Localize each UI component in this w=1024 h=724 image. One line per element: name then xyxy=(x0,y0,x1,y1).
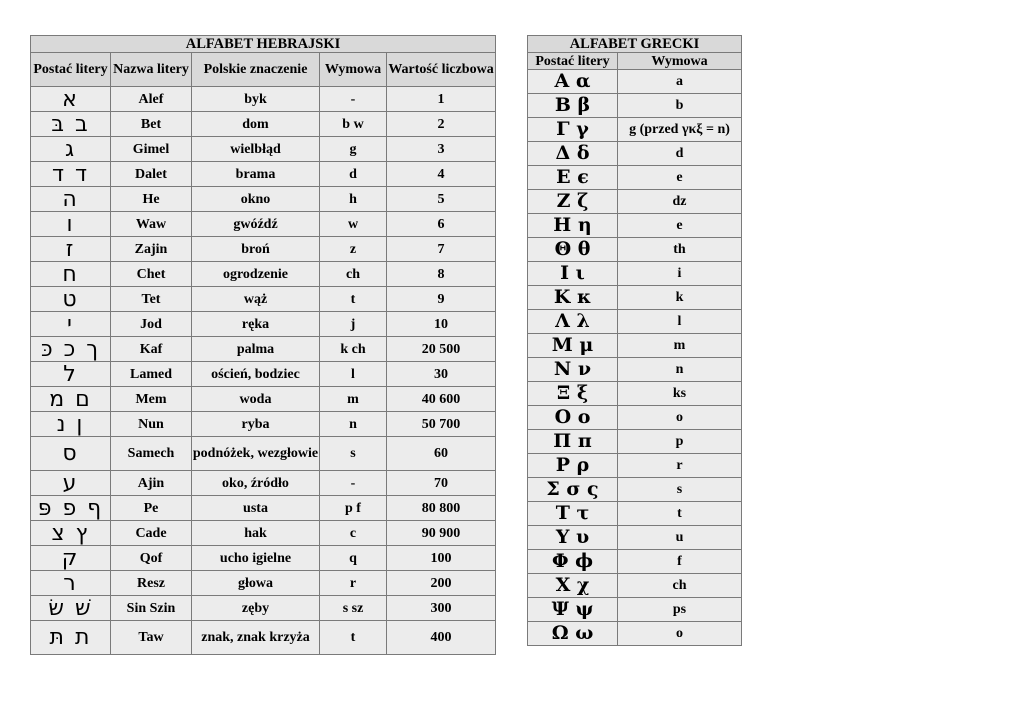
polish-meaning: broń xyxy=(192,237,320,262)
letter-name: Cade xyxy=(111,521,192,546)
hebrew-letter-glyph: ב בּ xyxy=(31,112,111,137)
polish-meaning: ryba xyxy=(192,412,320,437)
letter-name: Zajin xyxy=(111,237,192,262)
numeric-value: 10 xyxy=(387,312,496,337)
pronunciation: g (przed γκξ = n) xyxy=(618,118,742,142)
numeric-value: 50 700 xyxy=(387,412,496,437)
letter-name: Sin Szin xyxy=(111,596,192,621)
numeric-value: 5 xyxy=(387,187,496,212)
pronunciation: n xyxy=(618,358,742,382)
pronunciation: t xyxy=(320,287,387,312)
greek-letter-glyph: Α α xyxy=(528,70,618,94)
letter-name: Gimel xyxy=(111,137,192,162)
pronunciation: ps xyxy=(618,598,742,622)
pronunciation: d xyxy=(618,142,742,166)
table-row xyxy=(31,137,496,162)
table-row xyxy=(31,437,496,471)
table-row xyxy=(528,214,742,238)
table-row xyxy=(31,337,496,362)
table-row xyxy=(31,496,496,521)
polish-meaning: oścień, bodziec xyxy=(192,362,320,387)
table-row xyxy=(528,286,742,310)
pronunciation: o xyxy=(618,622,742,646)
column-header-letter-name: Nazwa litery xyxy=(111,53,192,87)
table-row xyxy=(528,406,742,430)
numeric-value: 100 xyxy=(387,546,496,571)
greek-letter-glyph: Σ σ ς xyxy=(528,478,618,502)
hebrew-letter-glyph: ת תּ xyxy=(31,621,111,655)
greek-letter-glyph: Φ ϕ xyxy=(528,550,618,574)
hebrew-alphabet-table xyxy=(30,35,496,655)
pronunciation: o xyxy=(618,406,742,430)
letter-name: Waw xyxy=(111,212,192,237)
letter-name: Kaf xyxy=(111,337,192,362)
pronunciation: s xyxy=(618,478,742,502)
hebrew-letter-glyph: י xyxy=(31,312,111,337)
hebrew-letter-glyph: שׁ שׂ xyxy=(31,596,111,621)
pronunciation: w xyxy=(320,212,387,237)
numeric-value: 300 xyxy=(387,596,496,621)
polish-meaning: znak, znak krzyża xyxy=(192,621,320,655)
table-row xyxy=(528,550,742,574)
polish-meaning: usta xyxy=(192,496,320,521)
table-row xyxy=(31,387,496,412)
letter-name: Qof xyxy=(111,546,192,571)
table-row xyxy=(528,598,742,622)
polish-meaning: gwóźdź xyxy=(192,212,320,237)
table-row xyxy=(31,162,496,187)
numeric-value: 6 xyxy=(387,212,496,237)
pronunciation: - xyxy=(320,471,387,496)
hebrew-letter-glyph: ף פ פּ xyxy=(31,496,111,521)
polish-meaning: ucho igielne xyxy=(192,546,320,571)
table-row xyxy=(528,70,742,94)
greek-letter-glyph: Δ δ xyxy=(528,142,618,166)
greek-letter-glyph: Τ τ xyxy=(528,502,618,526)
pronunciation: p f xyxy=(320,496,387,521)
table-row xyxy=(528,94,742,118)
hebrew-letter-glyph: ם מ xyxy=(31,387,111,412)
polish-meaning: podnóżek, wezgłowie xyxy=(192,437,320,471)
greek-letter-glyph: Ε ϵ xyxy=(528,166,618,190)
pronunciation: r xyxy=(320,571,387,596)
table-row xyxy=(31,212,496,237)
letter-name: Alef xyxy=(111,87,192,112)
table-row xyxy=(528,238,742,262)
table-row xyxy=(528,526,742,550)
pronunciation: ch xyxy=(320,262,387,287)
polish-meaning: palma xyxy=(192,337,320,362)
pronunciation: l xyxy=(618,310,742,334)
table-row xyxy=(31,87,496,112)
letter-name: Dalet xyxy=(111,162,192,187)
greek-letter-glyph: Γ γ xyxy=(528,118,618,142)
table-row xyxy=(528,574,742,598)
polish-meaning: okno xyxy=(192,187,320,212)
letter-name: He xyxy=(111,187,192,212)
pronunciation: h xyxy=(320,187,387,212)
polish-meaning: głowa xyxy=(192,571,320,596)
greek-letter-glyph: Ω ω xyxy=(528,622,618,646)
pronunciation: l xyxy=(320,362,387,387)
pronunciation: n xyxy=(320,412,387,437)
numeric-value: 7 xyxy=(387,237,496,262)
pronunciation: th xyxy=(618,238,742,262)
table-row xyxy=(528,622,742,646)
pronunciation: q xyxy=(320,546,387,571)
pronunciation: ch xyxy=(618,574,742,598)
pronunciation: u xyxy=(618,526,742,550)
table-row xyxy=(528,430,742,454)
table-row xyxy=(31,312,496,337)
polish-meaning: wielbłąd xyxy=(192,137,320,162)
table-row xyxy=(528,142,742,166)
column-header-letter-form: Postać litery xyxy=(528,53,618,70)
numeric-value: 400 xyxy=(387,621,496,655)
pronunciation: r xyxy=(618,454,742,478)
column-header-numeric-value: Wartość liczbowa xyxy=(387,53,496,87)
greek-letter-glyph: Η η xyxy=(528,214,618,238)
numeric-value: 30 xyxy=(387,362,496,387)
letter-name: Lamed xyxy=(111,362,192,387)
greek-letter-glyph: Ψ ψ xyxy=(528,598,618,622)
pronunciation: k xyxy=(618,286,742,310)
greek-alphabet-table xyxy=(527,35,742,646)
pronunciation: f xyxy=(618,550,742,574)
hebrew-letter-glyph: ה xyxy=(31,187,111,212)
greek-letter-glyph: Ζ ζ xyxy=(528,190,618,214)
pronunciation: z xyxy=(320,237,387,262)
table-row xyxy=(31,287,496,312)
hebrew-letter-glyph: ד ד xyxy=(31,162,111,187)
table-row xyxy=(528,166,742,190)
letter-name: Resz xyxy=(111,571,192,596)
polish-meaning: zęby xyxy=(192,596,320,621)
numeric-value: 4 xyxy=(387,162,496,187)
greek-letter-glyph: Υ υ xyxy=(528,526,618,550)
pronunciation: m xyxy=(618,334,742,358)
table-row xyxy=(528,358,742,382)
polish-meaning: dom xyxy=(192,112,320,137)
table-row xyxy=(528,382,742,406)
table-row xyxy=(31,237,496,262)
numeric-value: 1 xyxy=(387,87,496,112)
table-row xyxy=(528,262,742,286)
column-header-polish-meaning: Polskie znaczenie xyxy=(192,53,320,87)
pronunciation: j xyxy=(320,312,387,337)
letter-name: Mem xyxy=(111,387,192,412)
greek-letter-glyph: Λ λ xyxy=(528,310,618,334)
table-row xyxy=(31,546,496,571)
polish-meaning: woda xyxy=(192,387,320,412)
numeric-value: 200 xyxy=(387,571,496,596)
pronunciation: g xyxy=(320,137,387,162)
pronunciation: - xyxy=(320,87,387,112)
pronunciation: i xyxy=(618,262,742,286)
letter-name: Jod xyxy=(111,312,192,337)
numeric-value: 90 900 xyxy=(387,521,496,546)
table-row xyxy=(31,362,496,387)
table-row xyxy=(31,187,496,212)
hebrew-table-title: ALFABET HEBRAJSKI xyxy=(31,36,496,53)
greek-letter-glyph: Ο ο xyxy=(528,406,618,430)
hebrew-letter-glyph: ק xyxy=(31,546,111,571)
table-row xyxy=(31,471,496,496)
greek-letter-glyph: Π π xyxy=(528,430,618,454)
pronunciation: e xyxy=(618,214,742,238)
pronunciation: b w xyxy=(320,112,387,137)
numeric-value: 80 800 xyxy=(387,496,496,521)
table-row xyxy=(31,596,496,621)
pronunciation: d xyxy=(320,162,387,187)
table-row xyxy=(528,454,742,478)
greek-letter-glyph: Ν ν xyxy=(528,358,618,382)
table-row xyxy=(31,412,496,437)
numeric-value: 20 500 xyxy=(387,337,496,362)
table-row xyxy=(31,112,496,137)
hebrew-letter-glyph: ל xyxy=(31,362,111,387)
pronunciation: p xyxy=(618,430,742,454)
column-header-pronunciation: Wymowa xyxy=(618,53,742,70)
table-row xyxy=(528,334,742,358)
polish-meaning: brama xyxy=(192,162,320,187)
numeric-value: 70 xyxy=(387,471,496,496)
greek-letter-glyph: Β β xyxy=(528,94,618,118)
pronunciation: s sz xyxy=(320,596,387,621)
table-row xyxy=(528,478,742,502)
pronunciation: t xyxy=(320,621,387,655)
table-row xyxy=(528,190,742,214)
pronunciation: a xyxy=(618,70,742,94)
letter-name: Ajin xyxy=(111,471,192,496)
letter-name: Nun xyxy=(111,412,192,437)
pronunciation: s xyxy=(320,437,387,471)
table-row xyxy=(31,571,496,596)
letter-name: Pe xyxy=(111,496,192,521)
letter-name: Samech xyxy=(111,437,192,471)
table-row xyxy=(528,502,742,526)
polish-meaning: ręka xyxy=(192,312,320,337)
table-row xyxy=(31,262,496,287)
numeric-value: 60 xyxy=(387,437,496,471)
letter-name: Tet xyxy=(111,287,192,312)
pronunciation: k ch xyxy=(320,337,387,362)
letter-name: Bet xyxy=(111,112,192,137)
letter-name: Chet xyxy=(111,262,192,287)
hebrew-letter-glyph: ז xyxy=(31,237,111,262)
hebrew-letter-glyph: ץ צ xyxy=(31,521,111,546)
pronunciation: t xyxy=(618,502,742,526)
hebrew-letter-glyph: ס xyxy=(31,437,111,471)
hebrew-letter-glyph: ך כ כּ xyxy=(31,337,111,362)
hebrew-letter-glyph: ר xyxy=(31,571,111,596)
pronunciation: b xyxy=(618,94,742,118)
numeric-value: 3 xyxy=(387,137,496,162)
table-row xyxy=(528,118,742,142)
hebrew-letter-glyph: ח xyxy=(31,262,111,287)
polish-meaning: ogrodzenie xyxy=(192,262,320,287)
pronunciation: ks xyxy=(618,382,742,406)
column-header-letter-form: Postać litery xyxy=(31,53,111,87)
numeric-value: 2 xyxy=(387,112,496,137)
hebrew-letter-glyph: ע xyxy=(31,471,111,496)
greek-table-title: ALFABET GRECKI xyxy=(528,36,742,53)
pronunciation: e xyxy=(618,166,742,190)
greek-letter-glyph: Κ κ xyxy=(528,286,618,310)
numeric-value: 8 xyxy=(387,262,496,287)
greek-letter-glyph: Ξ ξ xyxy=(528,382,618,406)
pronunciation: c xyxy=(320,521,387,546)
greek-letter-glyph: Θ θ xyxy=(528,238,618,262)
table-row xyxy=(528,310,742,334)
polish-meaning: oko, źródło xyxy=(192,471,320,496)
table-row xyxy=(31,621,496,655)
greek-letter-glyph: Ρ ρ xyxy=(528,454,618,478)
numeric-value: 9 xyxy=(387,287,496,312)
greek-letter-glyph: Μ μ xyxy=(528,334,618,358)
pronunciation: m xyxy=(320,387,387,412)
column-header-pronunciation: Wymowa xyxy=(320,53,387,87)
letter-name: Taw xyxy=(111,621,192,655)
greek-letter-glyph: Ι ι xyxy=(528,262,618,286)
hebrew-letter-glyph: ג xyxy=(31,137,111,162)
numeric-value: 40 600 xyxy=(387,387,496,412)
hebrew-letter-glyph: א xyxy=(31,87,111,112)
greek-letter-glyph: Χ χ xyxy=(528,574,618,598)
hebrew-letter-glyph: ט xyxy=(31,287,111,312)
polish-meaning: byk xyxy=(192,87,320,112)
hebrew-letter-glyph: ן נ xyxy=(31,412,111,437)
polish-meaning: hak xyxy=(192,521,320,546)
pronunciation: dz xyxy=(618,190,742,214)
table-row xyxy=(31,521,496,546)
hebrew-letter-glyph: ו xyxy=(31,212,111,237)
polish-meaning: wąż xyxy=(192,287,320,312)
